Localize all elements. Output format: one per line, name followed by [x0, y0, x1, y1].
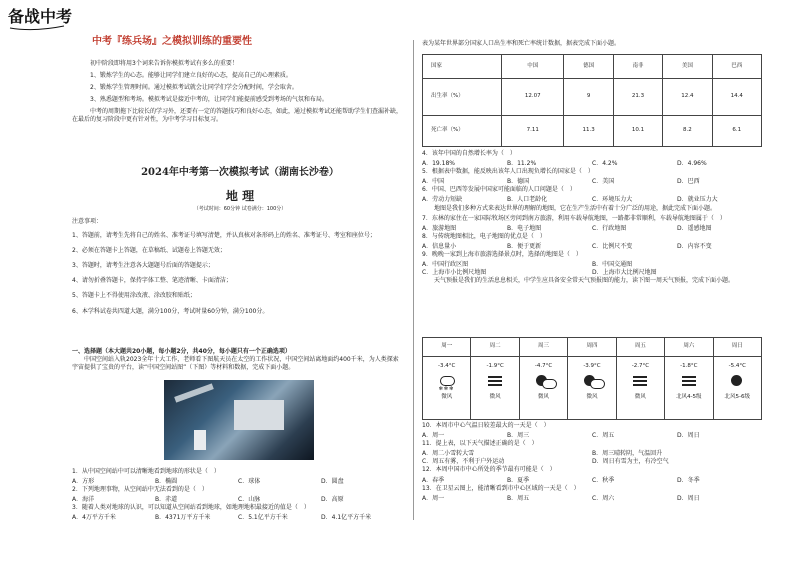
weather-wind: 微风	[441, 394, 453, 401]
table-cell: 7.11	[502, 116, 564, 147]
sun-cloud-icon	[580, 374, 604, 390]
question-options	[422, 196, 762, 204]
weather-wind: 北风4-5级	[676, 394, 702, 401]
fog-icon	[628, 374, 652, 390]
snow-cloud-icon: ✻✻✻	[435, 374, 459, 390]
table-cell: 8.2	[663, 116, 712, 147]
option: B．周三	[507, 432, 530, 440]
option: A．旅游地图	[422, 224, 457, 232]
option: D．上海市大比例尺地图	[592, 269, 657, 277]
weather-temp: -3.4°C	[438, 363, 456, 369]
weather-wind: 微风	[634, 394, 646, 401]
question-stem: 11．提上表，以下天气描述正确的是（ ）	[422, 440, 538, 448]
option: C．上海市小比例尺地图	[422, 269, 487, 277]
table-row	[423, 338, 762, 357]
question-stem: 5．根据表中数据，能反映出该年人口出现负增长的国家是（ ）	[422, 168, 594, 176]
option: C．4.2%	[592, 160, 618, 168]
option: B．德国	[507, 178, 530, 186]
table-row	[423, 116, 762, 147]
rates-table	[422, 54, 762, 147]
logo-text: 备战中考	[8, 7, 73, 26]
question-stem: 12．本周中国市中心所处的季节最有可能是（ ）	[422, 466, 556, 474]
option: A．周二小雪转大雪	[422, 450, 475, 458]
option: B．夏季	[507, 476, 530, 484]
fog-icon	[677, 374, 701, 390]
table-cell: 死亡率（%）	[423, 116, 502, 147]
column-divider	[413, 40, 414, 520]
weather-wind: 微风	[586, 394, 598, 401]
notes-heading: 注意事项：	[72, 218, 103, 225]
space-station-photo	[164, 380, 314, 460]
weather-temp: -1.8°C	[680, 363, 698, 369]
question-options	[422, 261, 762, 269]
option: B．电子地图	[507, 224, 542, 232]
question-stem: 10．本周市中心气温日较差最大的一天是（ ）	[422, 422, 550, 429]
table-cell: 11.3	[564, 116, 613, 147]
option: B．11.2%	[507, 160, 537, 168]
promo-item: 2、锻炼学生管理时间。通过模拟考试就会让同学们学会分配时间，学会取舍。	[90, 84, 298, 92]
note-item: 1、答题前，请考生先将自己的姓名、准考证号填写清楚，并认真核对条形码上的姓名、准考证号、考室和座位号；	[72, 232, 376, 240]
note-item: 3、答题时，请考生注意各大题题号后面的答题提示；	[72, 262, 214, 270]
question-stem: 7．东林的家住在一家国际牧场区旁问到南方旅游，利用车载导航地图，一路都非常顺利，车载导航地图属于（ ）	[422, 214, 726, 222]
table-cell: 10.1	[613, 116, 662, 147]
promo-closing: 中考的周期拖下比较长的学习外，还要有一定的答题技巧和良好心态，如此，通过模拟考试还能帮助学生们查漏补缺，在最后的复习阶段中更有针对性，为中考学习目标复习。	[72, 108, 403, 124]
question-options	[422, 243, 762, 251]
table-cell: 6.1	[712, 116, 761, 147]
option: C．周五	[592, 432, 615, 440]
option: C．山脉	[238, 496, 261, 504]
option: D．4.96%	[677, 160, 707, 168]
weather-intro: 天气预报是我们的生活息息相关，中学生应具备安全常天气预报图的能力，读下图一周天气预报，完成下面小题。	[434, 277, 735, 285]
section-one	[72, 348, 404, 372]
weather-cell	[665, 357, 713, 420]
option: D．内容不变	[677, 242, 712, 250]
question-stem: 6．中国、巴西等发展中国家可能面临的人口问题是（ ）	[422, 186, 576, 194]
right-questions-a	[422, 150, 762, 287]
question-stem: 13．在卫星云图上，能清晰看到市中心区域的一天是（ ）	[422, 484, 580, 492]
option: D．周日	[677, 432, 700, 440]
option: D．高原	[321, 496, 344, 504]
exam-title: 2024年中考第一次模拟考试（湖南长沙卷）	[141, 167, 339, 178]
exam-meta: （考试时间：60分钟 试卷满分：100分）	[193, 206, 287, 212]
table-cell: 出生率（%）	[423, 79, 502, 116]
promo-item: 1、锻炼学生的心态。能够让同学们建立良好的心态，提高自己的心理素质。	[90, 72, 292, 80]
weather-temp: -3.9°C	[583, 363, 601, 369]
option: C．环境压力大	[592, 196, 633, 204]
notes-section	[72, 218, 404, 323]
option: B．周五	[507, 494, 530, 502]
question-options	[422, 160, 762, 168]
weather-cell	[616, 357, 664, 420]
promo-title: 中考『练兵场』之模拟训练的重要性	[92, 36, 252, 47]
question-stem: 2．下列地理事物，从空间站中无法看到的是（ ）	[72, 486, 208, 494]
question-stem: 3．随着人类对地球的认识，可以知道从空间站看到地球，如地理地积最接近的值是（ ）	[72, 504, 310, 512]
option: B．便于更新	[507, 242, 542, 250]
section-heading: 一、选择题（本大题共20小题，每小题2分，共40分，每小题只有一个正确选项）	[72, 348, 291, 355]
note-item: 4、请勿折叠答题卡，保持字体工整、笔迹清晰、卡面清洁；	[72, 277, 232, 285]
option: D．冬季	[677, 476, 700, 484]
weather-cell	[713, 357, 761, 420]
table-cell: 12.07	[502, 79, 564, 116]
option: A．中国行政区图	[422, 261, 469, 269]
option: A．信息量小	[422, 242, 457, 250]
option: C．周五有雾，不利于户外运动	[422, 458, 505, 466]
fog-icon	[483, 374, 507, 390]
weather-wind: 北风5-6级	[724, 394, 750, 401]
option: D．巴西	[677, 178, 700, 186]
weather-cell	[423, 357, 471, 420]
option: B．中国交通图	[592, 261, 633, 269]
option: B．4371万平方千米	[155, 514, 211, 522]
option: C．比例尺不变	[592, 242, 633, 250]
question-options	[422, 495, 762, 503]
weather-day: 周日	[713, 338, 761, 357]
weather-table	[422, 337, 762, 420]
option: C．秋季	[592, 476, 615, 484]
weather-temp: -2.7°C	[631, 363, 650, 369]
weather-cell	[519, 357, 567, 420]
weather-cell	[471, 357, 519, 420]
question-stem: 4．该年中国的自然增长率为（ ）	[422, 150, 516, 157]
note-item: 2、必须在答题卡上答题，在草稿纸、试题卷上答题无效；	[72, 247, 226, 255]
question-options	[422, 477, 762, 485]
rates-intro: 表为某年世界部分国家人口出生率和死亡率统计数据，据表完成下面小题。	[422, 40, 621, 47]
sun-icon	[725, 374, 749, 390]
option: D．就业压力大	[677, 196, 718, 204]
promo-section	[72, 60, 402, 129]
weather-day: 周二	[471, 338, 519, 357]
question-stem: 9．晚晚一家到上海市旅游选择景点时，选择的地图是（ ）	[422, 251, 582, 259]
option: C．美国	[592, 178, 615, 186]
table-cell: 14.4	[712, 79, 761, 116]
promo-intro: 初中阶段即将用3个词来告诉你模拟考试有多么的重要！	[90, 60, 238, 67]
question-stem: 8．与传统地图相比，电子地图的优点是（ ）	[422, 232, 546, 240]
map-intro: 地图是我们多种方式来表达世界的理解的地图，它在生产生活中有着十分广泛的用途，据此完成下面小题。	[434, 204, 717, 212]
option: A．19.18%	[422, 160, 455, 168]
option: D．4.1亿平方千米	[321, 514, 372, 522]
option: A．海洋	[72, 496, 95, 504]
question-options	[422, 432, 762, 440]
note-item: 6、本学科试卷共四道大题，满分100分，考试时量60分钟，满分100分。	[72, 307, 269, 315]
option: D．周日有雪为主，有冷空气	[592, 458, 669, 466]
option: A．中国	[422, 178, 445, 186]
weather-wind: 微风	[538, 394, 550, 401]
table-cell: 中国	[502, 55, 564, 79]
note-item: 5、答题卡上不得使用涂改液、涂改胶和贴纸；	[72, 292, 196, 300]
table-cell: 美国	[663, 55, 712, 79]
promo-item: 3、熟悉题型和考场。模拟考试是接近中考的，让同学们能提前感受到考场的气氛和布局。	[90, 96, 328, 104]
question-stem: 1．从中国空间站中可以清晰地看到地球的形状是（ ）	[72, 468, 220, 475]
weather-day: 周三	[519, 338, 567, 357]
option: C．行政地图	[592, 224, 627, 232]
table-row	[423, 79, 762, 116]
weather-day: 周四	[568, 338, 616, 357]
sun-cloud-icon	[532, 374, 556, 390]
option: A．周一	[422, 494, 445, 502]
option: B．人口老龄化	[507, 196, 548, 204]
question-options	[422, 225, 762, 233]
weather-day: 周一	[423, 338, 471, 357]
option: D．遥感地图	[677, 224, 712, 232]
option: A．春季	[422, 476, 445, 484]
table-cell: 德国	[564, 55, 613, 79]
weather-cell	[568, 357, 616, 420]
question-options	[72, 514, 404, 522]
question-options	[72, 478, 404, 486]
left-questions	[72, 468, 404, 523]
option: A．方形	[72, 478, 95, 486]
option: A．周一	[422, 432, 445, 440]
weather-temp: -4.7°C	[534, 363, 553, 369]
table-row	[423, 55, 762, 79]
weather-temp: -1.9°C	[486, 363, 504, 369]
option: C．5.1亿平方千米	[238, 514, 288, 522]
option: B．周三晴转阴，气温回升	[592, 450, 663, 458]
option: D．圆盘	[321, 478, 344, 486]
option: B．赤道	[155, 496, 178, 504]
option: C．周六	[592, 494, 615, 502]
option: D．周日	[677, 494, 700, 502]
option: A．4万平方千米	[72, 514, 116, 522]
table-cell: 南非	[613, 55, 662, 79]
table-cell: 9	[564, 79, 613, 116]
weather-temp: -5.4°C	[728, 363, 746, 369]
table-cell: 21.3	[613, 79, 662, 116]
table-cell: 12.4	[663, 79, 712, 116]
option: A．劳动力短缺	[422, 196, 463, 204]
table-row	[423, 357, 762, 420]
weather-day: 周六	[665, 338, 713, 357]
option: C．球体	[238, 478, 261, 486]
table-cell: 国家	[423, 55, 502, 79]
section-passage: 中国空间站入轨2023全年十大工作，老师看下图航天员在太空的工作状况，中国空间站离地面约400千米，为人类探索宇宙提供了宝贵的平台，读“中国空间站图”（下图）等材料和数据，完成下面小题。	[72, 356, 399, 372]
brand-logo	[4, 0, 74, 34]
weather-wind: 微风	[489, 394, 501, 401]
weather-day: 周五	[616, 338, 664, 357]
exam-subject: 地 理	[225, 189, 255, 203]
right-questions-c	[422, 422, 762, 503]
table-cell: 巴西	[712, 55, 761, 79]
option: B．椭圆	[155, 478, 178, 486]
